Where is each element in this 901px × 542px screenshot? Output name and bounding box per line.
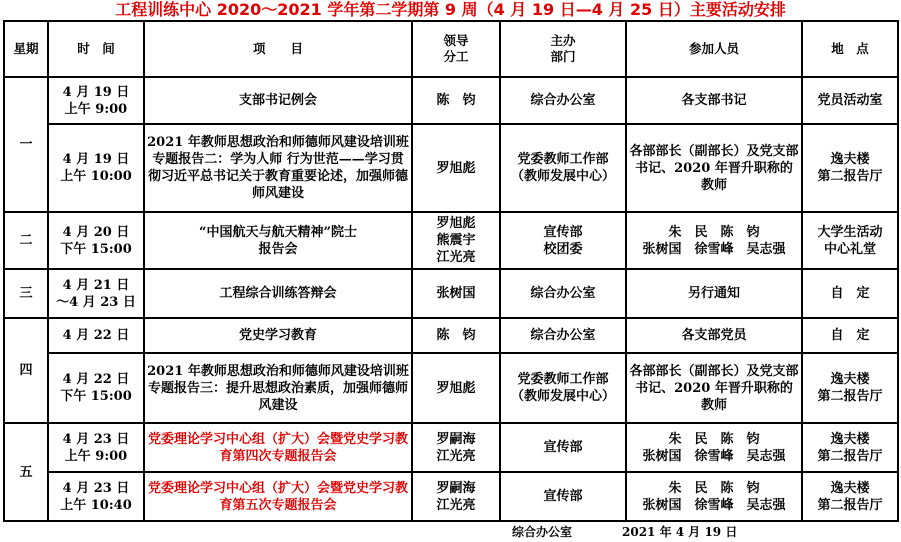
participants-cell: 另行通知 — [626, 269, 802, 318]
host-cell: 综合办公室 — [500, 318, 626, 353]
location-cell: 党员活动室 — [802, 77, 898, 124]
participants-cell: 朱 民 陈 钧 张树国 徐雪峰 吴志强 — [626, 472, 802, 521]
header-item: 项 目 — [144, 21, 412, 77]
table-row — [4, 423, 898, 472]
item-cell-highlight: 党委理论学习中心组（扩大）会暨党史学习教育第四次专题报告会 — [144, 423, 412, 472]
page-title: 工程训练中心 2020～2021 学年第二学期第 9 周（4 月 19 日—4 月 25 日）主要活动安排 — [115, 0, 786, 19]
item-cell: 党史学习教育 — [144, 318, 412, 353]
host-cell: 综合办公室 — [500, 77, 626, 124]
item-cell: 支部书记例会 — [144, 77, 412, 124]
location-cell: 逸夫楼 第二报告厅 — [802, 353, 898, 423]
footer-office: 综合办公室 — [512, 525, 573, 539]
time-cell: 4 月 21 日 ～4 月 23 日 — [48, 269, 144, 318]
participants-cell: 朱 民 陈 钧 张树国 徐雪峰 吴志强 — [626, 423, 802, 472]
weekday-cell-thu: 四 — [4, 318, 48, 423]
participants-cell: 朱 民 陈 钧 张树国 徐雪峰 吴志强 — [626, 212, 802, 269]
table-row — [4, 77, 898, 124]
time-cell: 4 月 22 日 — [48, 318, 144, 353]
time-cell: 4 月 23 日 上午 9:00 — [48, 423, 144, 472]
weekday-cell-fri: 五 — [4, 423, 48, 521]
item-cell: 2021 年教师思想政治和师德师风建设培训班专题报告二：学为人师 行为世范——学习贯彻习近平总书记关于教育重要论述，加强师德师风建设 — [144, 124, 412, 212]
leader-cell: 罗旭彪 熊震宇 江光亮 — [412, 212, 500, 269]
footer-date: 2021 年 4 月 19 日 — [622, 525, 738, 539]
time-cell: 4 月 22 日 下午 15:00 — [48, 353, 144, 423]
header-time: 时 间 — [48, 21, 144, 77]
table-row — [4, 318, 898, 353]
location-cell: 大学生活动 中心礼堂 — [802, 212, 898, 269]
schedule-table — [3, 20, 899, 522]
table-row — [4, 353, 898, 423]
leader-cell: 罗旭彪 — [412, 353, 500, 423]
header-weekday: 星期 — [4, 21, 48, 77]
table-row — [4, 212, 898, 269]
weekday-cell-mon: 一 — [4, 77, 48, 212]
host-cell: 党委教师工作部 （教师发展中心） — [500, 353, 626, 423]
host-cell: 宣传部 校团委 — [500, 212, 626, 269]
participants-cell: 各支部书记 — [626, 77, 802, 124]
leader-cell: 陈 钧 — [412, 77, 500, 124]
location-cell: 逸夫楼 第二报告厅 — [802, 423, 898, 472]
host-cell: 宣传部 — [500, 472, 626, 521]
location-cell: 自 定 — [802, 269, 898, 318]
header-leader: 领导 分工 — [412, 21, 500, 77]
location-cell: 逸夫楼 第二报告厅 — [802, 124, 898, 212]
leader-cell: 罗嗣海 江光亮 — [412, 472, 500, 521]
host-cell: 党委教师工作部 （教师发展中心） — [500, 124, 626, 212]
leader-cell: 罗旭彪 — [412, 124, 500, 212]
table-row — [4, 124, 898, 212]
participants-cell: 各支部党员 — [626, 318, 802, 353]
time-cell: 4 月 23 日 上午 10:40 — [48, 472, 144, 521]
time-cell: 4 月 19 日 上午 10:00 — [48, 124, 144, 212]
weekday-cell-tue: 二 — [4, 212, 48, 269]
header-row — [4, 21, 898, 77]
participants-cell: 各部部长（副部长）及党支部书记、2020 年晋升职称的教师 — [626, 124, 802, 212]
header-location: 地 点 — [802, 21, 898, 77]
item-cell-highlight: 党委理论学习中心组（扩大）会暨党史学习教育第五次专题报告会 — [144, 472, 412, 521]
location-cell: 自 定 — [802, 318, 898, 353]
host-cell: 宣传部 — [500, 423, 626, 472]
header-participants: 参加人员 — [626, 21, 802, 77]
item-cell: 工程综合训练答辩会 — [144, 269, 412, 318]
table-row — [4, 269, 898, 318]
participants-cell: 各部部长（副部长）及党支部书记、2020 年晋升职称的教师 — [626, 353, 802, 423]
leader-cell: 罗嗣海 江光亮 — [412, 423, 500, 472]
location-cell: 逸夫楼 第二报告厅 — [802, 472, 898, 521]
table-row — [4, 472, 898, 521]
weekday-cell-wed: 三 — [4, 269, 48, 318]
host-cell: 综合办公室 — [500, 269, 626, 318]
time-cell: 4 月 20 日 下午 15:00 — [48, 212, 144, 269]
leader-cell: 陈 钧 — [412, 318, 500, 353]
time-cell: 4 月 19 日 上午 9:00 — [48, 77, 144, 124]
item-cell: 2021 年教师思想政治和师德师风建设培训班专题报告三：提升思想政治素质，加强师德师风建设 — [144, 353, 412, 423]
leader-cell: 张树国 — [412, 269, 500, 318]
header-host: 主办 部门 — [500, 21, 626, 77]
item-cell: “中国航天与航天精神”院士 报告会 — [144, 212, 412, 269]
